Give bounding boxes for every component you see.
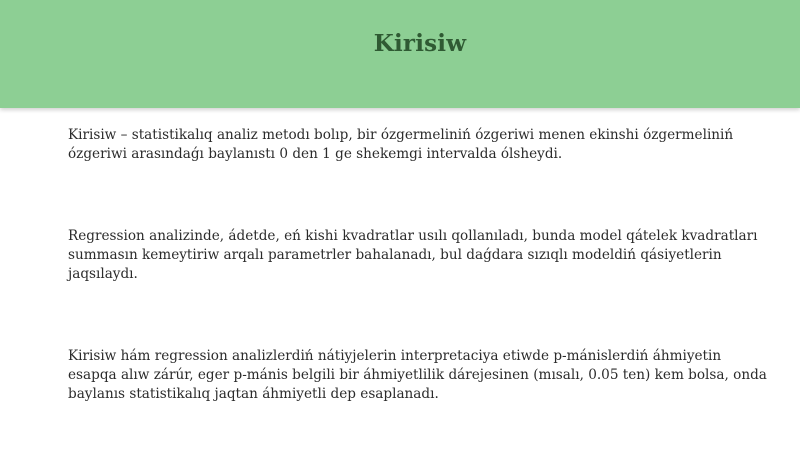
slide-content: [68, 126, 768, 404]
slide-title: Kirisiw: [373, 30, 467, 57]
paragraph-3: Kirisiw hám regression analizlerdiń nátiyjelerin interpretaciya etiwde p-mánislerdiń áhmiyetin esapqa alıw zárúr, eger p-mánis belgili bir áhmiyetlilik dárejesinen (mısalı, 0.05 ten) kem bolsa, onda baylanıs statistikalıq jaqtan áhmiyetli dep esaplanadı.: [68, 348, 767, 402]
paragraph-1: Kirisiw – statistikalıq analiz metodı bolıp, bir ózgermeliniń ózgeriwi menen ekinshi ózgermeliniń ózgeriwi arasındaǵı baylanıstı 0 den 1 ge shekemgi intervalda ólsheydi.: [68, 127, 734, 162]
paragraph-2: Regression analizinde, ádetde, eń kishi kvadratlar usılı qollanıladı, bunda model qátelek kvadratları summasın kemeytiriw arqalı parametrler bahalanadı, bul daǵdara sızıqlı modeldiń qásiyetlerin jaqsılaydı.: [68, 228, 758, 282]
header-band: [0, 0, 800, 108]
